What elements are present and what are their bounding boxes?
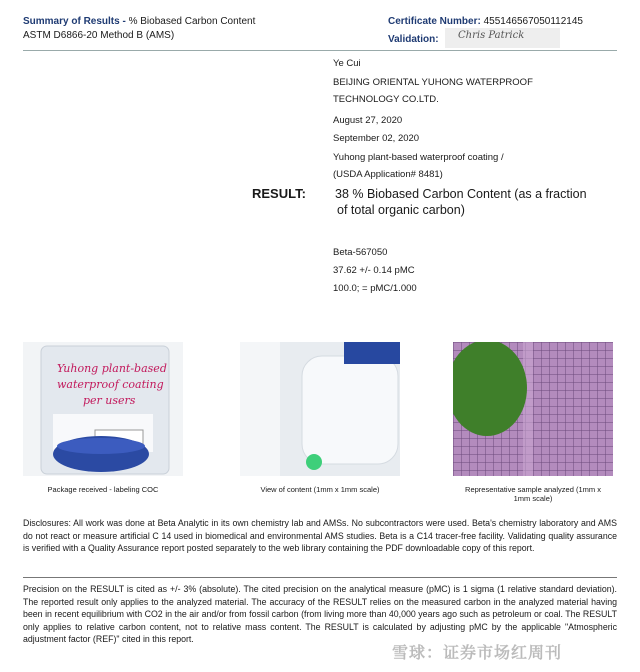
ref-value: 100.0; = pMC/1.000	[333, 283, 417, 294]
package-photo	[23, 342, 183, 476]
caption-sample	[453, 485, 613, 503]
precision-paragraph: Precision on the RESULT is cited as +/- 3% (absolute). The cited precision on the analytical measure (pMC) is 1 sigma (1 relative standard deviation). The reported result only applies to the analyzed material. The accuracy of the RESULT relies on the measured carbon in the analyzed material having been in recent equilibrium with CO2 in the air and/or from fossil carbon (from living more than 40,000 years ago such as petroleum or coal. The RESULT only applies to relative carbon content, not to relative mass content. The RESULT is calculated by adjusting pMC by the applicable "Atmospheric adjustment factor (REF)" cited in this report.	[23, 584, 617, 644]
caption-sample-line2: 1mm scale)	[513, 494, 553, 503]
company-value-line1: BEIJING ORIENTAL YUHONG WATERPROOF	[333, 77, 533, 88]
bag-handwriting-1: Yuhong plant-based	[57, 362, 167, 375]
content-photo	[240, 342, 400, 476]
submitter-label-value-line2: (USDA Application# 8481)	[333, 169, 443, 180]
bag-handwriting-2: waterproof coating	[57, 378, 164, 391]
validation-label: Validation:	[388, 34, 439, 45]
pmc-value: 37.62 +/- 0.14 pMC	[333, 265, 415, 276]
cert-label: Certificate Number:	[388, 16, 481, 27]
signature: Chris Patrick	[458, 30, 525, 41]
date-reported-value: September 02, 2020	[333, 133, 420, 144]
lab-number-value: Beta-567050	[333, 247, 388, 258]
sample-photo	[453, 342, 613, 476]
submitter-label-value-line1: Yuhong plant-based waterproof coating /	[333, 152, 504, 163]
precision-top-rule	[23, 577, 617, 578]
result-line1: 38 % Biobased Carbon Content (as a fraction	[335, 187, 587, 201]
submitter-value: Ye Cui	[333, 58, 361, 69]
cert-number: 455146567050112145	[483, 16, 583, 27]
result-line2: of total organic carbon)	[337, 203, 465, 217]
header-divider	[23, 50, 617, 51]
method-line: ASTM D6866-20 Method B (AMS)	[23, 30, 175, 41]
summary-label: Summary of Results -	[23, 16, 126, 27]
bag-handwriting-3: per users	[83, 394, 136, 407]
company-value-line2: TECHNOLOGY CO.LTD.	[333, 94, 439, 105]
validation-line	[388, 34, 439, 45]
watermark: 雪球：证券市场红周刊	[392, 645, 563, 662]
caption-content: View of content (1mm x 1mm scale)	[260, 485, 380, 494]
certificate-line	[388, 16, 583, 27]
caption-sample-line1: Representative sample analyzed (1mm x	[465, 485, 601, 494]
date-received-value: August 27, 2020	[333, 115, 403, 126]
caption-package: Package received - labeling COC	[47, 485, 159, 494]
report-header	[0, 0, 640, 50]
result-value	[335, 186, 615, 218]
result-label: RESULT:	[252, 186, 306, 201]
disclosures-paragraph: Disclosures: All work was done at Beta Analytic in its own chemistry lab and AMSs. No subcontractors were used. Beta's chemistry laboratory and AMS do not react or measure artificial C 14 used in biomedical and environmental AMS studies. Beta is a C14 tracer-free facility. Validating quality assurance is verified with a Quality Assurance report posted separately to the web library containing the PDF downloadable copy of this report.	[23, 518, 617, 553]
summary-value: % Biobased Carbon Content	[128, 16, 256, 27]
summary-line	[23, 16, 255, 27]
